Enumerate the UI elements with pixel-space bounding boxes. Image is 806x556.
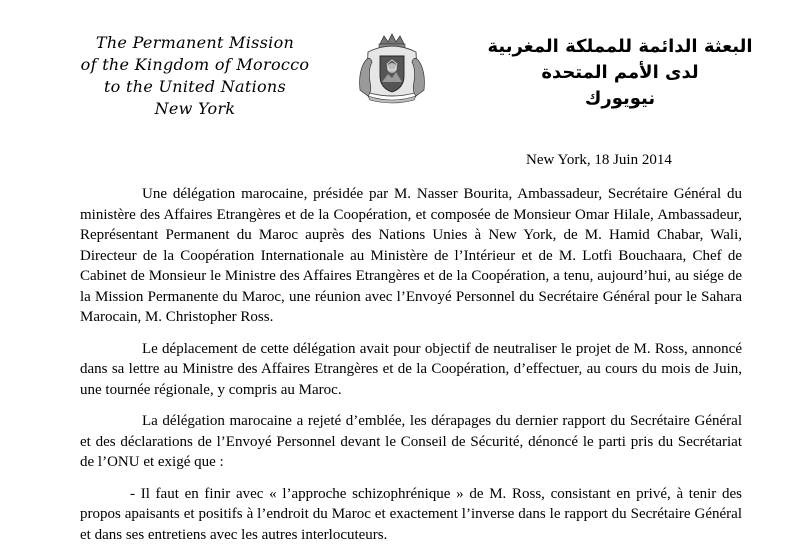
paragraph: La délégation marocaine a rejeté d’emblée, les dérapages du dernier rapport du Secrétaire Général et des déclarations de l’Envoyé Personnel devant le Conseil de Sécurité, dénoncé le parti pris du Secrétariat de l’ONU et exigé que : [80, 413, 742, 470]
letterhead-arabic-line: البعثة الدائمة للمملكة المغربية [487, 36, 753, 57]
dateline: New York, 18 Juin 2014 [526, 152, 672, 168]
paragraph: Le déplacement de cette délégation avait pour objectif de neutraliser le projet de M. Ross, annoncé dans sa lettre au Ministre des Affaires Etrangères et de la Coopération, d’effectuer, au cours du mois de Juin, une tournée régionale, y compris au Maroc. [80, 340, 742, 398]
document-body [80, 184, 742, 556]
letterhead-arabic [470, 34, 770, 112]
letterhead-arabic-line: نيويورك [584, 88, 656, 109]
letterhead-english-line: New York [154, 99, 236, 118]
letterhead-english-line: The Permanent Mission [95, 33, 295, 52]
letterhead-english-line: of the Kingdom of Morocco [80, 55, 310, 74]
bullet-paragraph: - Il faut en finir avec « l’approche schizophrénique » de M. Ross, consistant en privé, à tenir des propos apaisants et positifs à l’endroit du Maroc et exactement l’inverse dans le rapport du Secrétaire Général et dans ses entretiens avec les autres interlocuteurs. [80, 485, 742, 543]
paragraph: Une délégation marocaine, présidée par M. Nasser Bourita, Ambassadeur, Secrétaire Général du ministère des Affaires Etrangères et de la Coopération, et composée de Monsieur Omar Hilale, Ambassadeur, Représentant Permanent du Maroc auprès des Nations Unies à New York, de M. Hamid Chabar, Wali, Directeur de la Coopération Internationale au Ministère de l’Intérieur et de M. Lotfi Bouchaara, Chef de Cabinet de Monsieur le Ministre des Affaires Etrangères et de la Coopération, a tenu, aujourd’hui, au siége de la Mission Permanente du Maroc, une réunion avec l’Envoyé Personnel du Secrétaire Général pour le Sahara Marocain, M. Christopher Ross. [80, 186, 742, 325]
letterhead-english [60, 32, 330, 120]
moroccan-coat-of-arms-icon [354, 30, 430, 104]
letterhead-english-line: to the United Nations [103, 77, 287, 96]
letterhead-arabic-line: لدى الأمم المتحدة [541, 62, 699, 83]
